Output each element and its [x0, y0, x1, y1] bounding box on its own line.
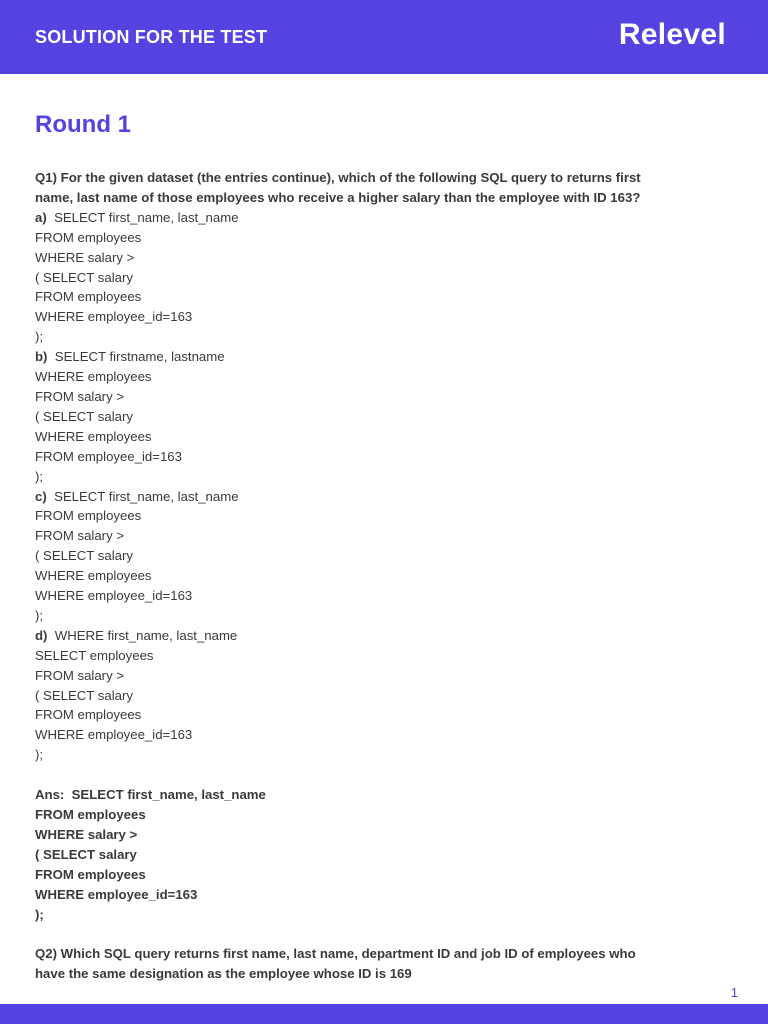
page-header — [0, 0, 768, 74]
spacer — [35, 765, 675, 785]
code-line: ( SELECT salary — [35, 687, 133, 703]
footer-bar — [0, 1004, 768, 1024]
option-label: b) — [35, 349, 48, 365]
document-body — [35, 108, 675, 984]
question-1 — [35, 168, 675, 944]
option-b-line — [35, 347, 675, 367]
code-line: WHERE employee_id=163 — [35, 727, 193, 743]
code-line: ( SELECT salary — [35, 548, 133, 564]
answer-code-line: WHERE salary > — [35, 826, 138, 842]
option-label: d) — [35, 627, 48, 643]
question-2 — [35, 944, 675, 984]
code-line: WHERE employees — [35, 428, 152, 444]
answer-code-line: ); — [35, 906, 44, 922]
code-line: WHERE employee_id=163 — [35, 309, 193, 325]
question-text: have the same designation as the employee whose ID is 169 — [35, 966, 412, 982]
code-line: ); — [35, 607, 44, 623]
question-text: Q1) For the given dataset (the entries continue), which of the following SQL query to returns first — [35, 170, 641, 185]
code-line: FROM employees — [35, 289, 142, 305]
page-number: 1 — [730, 985, 738, 1000]
question-text: Q2) Which SQL query returns first name, last name, department ID and job ID of employees who — [35, 946, 636, 962]
option-code: SELECT firstname, lastname — [54, 349, 225, 365]
code-line: FROM employee_id=163 — [35, 448, 182, 464]
answer-code-line: WHERE employee_id=163 — [35, 886, 198, 902]
answer-code-line: FROM employees — [35, 866, 146, 882]
option-label: c) — [35, 488, 47, 504]
code-line: ( SELECT salary — [35, 269, 133, 285]
code-line: FROM employees — [35, 229, 142, 245]
section-title: Round 1 — [35, 111, 131, 138]
code-line: FROM employees — [35, 508, 142, 524]
answer-line — [35, 785, 675, 805]
spacer — [35, 924, 675, 944]
option-a-line — [35, 208, 675, 228]
code-line: FROM employees — [35, 707, 142, 723]
code-line: WHERE salary > — [35, 249, 135, 265]
answer-label: Ans: — [35, 787, 65, 803]
code-line: WHERE employees — [35, 568, 152, 584]
answer-code: SELECT first_name, last_name — [71, 787, 266, 803]
code-line: FROM salary > — [35, 667, 125, 683]
option-c-line — [35, 487, 675, 507]
code-line: ); — [35, 329, 44, 345]
code-line: ); — [35, 468, 44, 484]
option-code: WHERE first_name, last_name — [54, 627, 238, 643]
question-text: name, last name of those employees who receive a higher salary than the employee with ID 163? — [35, 189, 641, 205]
code-line: ( SELECT salary — [35, 408, 133, 424]
code-line: FROM salary > — [35, 388, 125, 404]
code-line: FROM salary > — [35, 528, 125, 544]
code-line: ); — [35, 747, 44, 763]
code-line: WHERE employee_id=163 — [35, 588, 193, 604]
option-code: SELECT first_name, last_name — [54, 209, 239, 225]
header-title: SOLUTION FOR THE TEST — [35, 27, 268, 47]
relevel-logo: Relevel — [618, 18, 726, 51]
option-label: a) — [35, 209, 47, 225]
code-line: WHERE employees — [35, 369, 152, 385]
option-code: SELECT first_name, last_name — [54, 488, 239, 504]
answer-code-line: FROM employees — [35, 806, 146, 822]
answer-code-line: ( SELECT salary — [35, 846, 137, 862]
code-line: SELECT employees — [35, 647, 154, 663]
option-d-line — [35, 626, 675, 646]
